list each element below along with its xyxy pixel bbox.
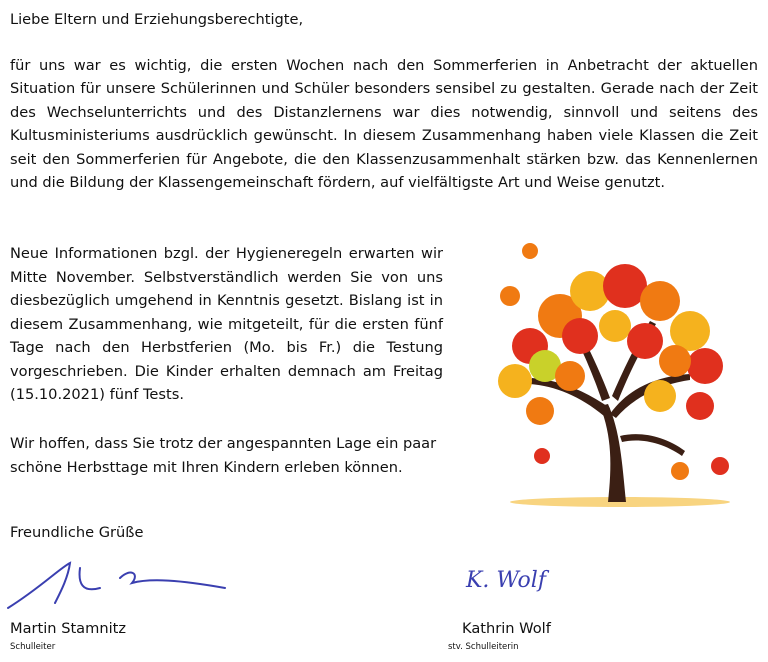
signatory-role-1: Schulleiter [10,642,56,652]
paragraph-wishes: Wir hoffen, dass Sie trotz der angespannten Lage ein paar schöne Herbsttage mit Ihren Kindern erleben können. [10,435,437,476]
autumn-tree-icon [470,236,750,512]
signatory-role-2: stv. Schulleiterin [448,642,519,652]
closing: Freundliche Grüße [10,524,144,541]
signatory-name-1: Martin Stamnitz [10,620,127,637]
signature-martin-stamnitz [0,548,230,618]
signature-text: K. Wolf [466,568,546,593]
letter-body [10,8,758,217]
signatory-name-2: Kathrin Wolf [462,620,551,637]
signature-kathrin-wolf [466,568,576,616]
greeting: Liebe Eltern und Erziehungsberechtigte, [10,11,304,28]
paragraph-intro: für uns war es wichtig, die ersten Wochen nach den Sommerferien in Anbetracht der aktuellen Situation für unsere Schülerinnen und Schüler besonders sensibel zu gestalten. Gerade nach der Zeit des Wechselunterrichts und des Distanzlernens war dies notwendig, sinnvoll und seitens des Kultusministeriums ausdrücklich gewünscht. In diesem Zusammenhang haben viele Klassen die Zeit seit den Sommerferien für Angebote, die den Klassenzusammenhalt stärken bzw. das Kennenlernen und die Bildung der Klassengemeinschaft fördern, auf vielfältigste Art und Weise genutzt. [10,56,758,191]
paragraph-hygiene: Neue Informationen bzgl. der Hygieneregeln erwarten wir Mitte November. Selbstverständlich werden Sie von uns diesbezüglich umgehend in Kenntnis gesetzt. Bislang ist in diesem Zusammenhang, wie mitgeteilt, für die ersten fünf Tage nach den Herbstferien (Mo. bis Fr.) die Testung vorgeschrieben. Die Kinder erhalten demnach am Freitag (15.10.2021) fünf Tests. [10,245,443,403]
